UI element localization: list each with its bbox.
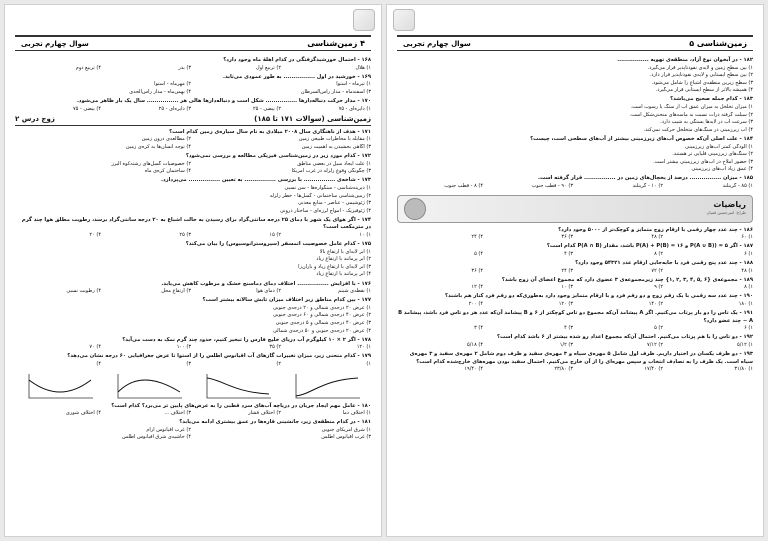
question: [15, 153, 371, 176]
answer-option[interactable]: ۴) ۵/۱۸: [467, 341, 483, 348]
answer-option[interactable]: ۲) ۳۵: [269, 344, 281, 351]
answer-option[interactable]: ۴) ۳۶: [471, 267, 483, 274]
answer-option[interactable]: ۳) ۱۲۰: [558, 300, 573, 307]
question-text: ۱۸۱ - در کدام منطقه‌ی زیر، جانشینی قاره‌ها در عمق بیشتری ادامه می‌یابد؟: [179, 419, 371, 426]
answer-option[interactable]: ۴) ۸ - قطب جنوب: [444, 183, 483, 189]
answer-option[interactable]: ۴) ۷۰: [89, 344, 101, 351]
chart-axes: [296, 374, 360, 398]
question-text: ۱۸۷ - اگر ۵ = (P(A ∪ B) و ۱۶ = P(A) + P(B) باشد، مقدار (P(A ∩ B کدام است؟: [546, 243, 753, 250]
question: [397, 310, 753, 333]
answer-option[interactable]: ۴) ۵: [474, 250, 483, 257]
publisher-logo: [393, 9, 415, 31]
question: [15, 217, 371, 240]
curve-options: [15, 372, 371, 400]
answer-option[interactable]: ۲) غرب اقیانوس آرام: [146, 426, 191, 433]
answer-options: [15, 288, 371, 296]
question-text: ۱۷۱ - هدف از ناهنگاری سال ۲۰۰۸ میلادی به نام سال سیاره‌ی زمین کدام است؟: [169, 128, 371, 135]
answer-option[interactable]: ۳) ۴: [564, 325, 573, 332]
question-text: ۱۷۳ - شاخه‌ی ................ با بررسی ................ به تعیین ................ می‌پردازد.: [161, 177, 371, 184]
question: [15, 74, 371, 97]
answer-option[interactable]: ۳) ۲۵: [179, 231, 191, 238]
answer-option[interactable]: ۲) ۵: [654, 325, 663, 332]
answer-option[interactable]: ۲) بیضی - ۲۵: [253, 105, 281, 112]
answer-option[interactable]: ۴) همیشه بالاتر از سطح ایستابی قرار می‌گیرد.: [655, 87, 753, 94]
answer-option[interactable]: ۳) ۲۳/۸۰: [554, 366, 573, 373]
answer-option[interactable]: ۱) ۸: [744, 284, 753, 291]
question: [15, 98, 371, 113]
answer-option[interactable]: ۲) ۷۲: [651, 267, 663, 274]
answer-option[interactable]: ۳) ابر لایه‌ای با ارتفاع زیاد و باران‌زا: [298, 263, 371, 270]
answer-option[interactable]: ۱) بین سطح زمین و لایه‌ی نفوذناپذیر قرار می‌گیرد.: [647, 64, 753, 71]
question: [15, 297, 371, 335]
answer-option[interactable]: ۴) عمق زیاد آب‌های زیرزمینی: [691, 166, 753, 173]
answer-option[interactable]: ۳) اسفندماه - مدار رأس‌السرطان: [300, 88, 371, 95]
answer-option[interactable]: ۳) ۱۰۰: [176, 344, 191, 351]
answer-option[interactable]: ۲) دمای هوا: [256, 288, 281, 295]
answer-option[interactable]: ۲) ابر پرمانند با ارتفاع زیاد: [316, 256, 371, 263]
answer-options: [397, 325, 753, 333]
question-text: ۱۹۰ - چند عدد سه رقمی با یک رقم زوج و دو رقم فرد و با ارقام متمایز وجود دارد به‌طوری‌که دو رقم فرد کنار هم باشند؟: [445, 293, 753, 300]
answer-option[interactable]: ۲) زمین‌شناسی ساختمانی - گسل‌ها - خطر زلزله: [269, 192, 371, 199]
question-text: ۱۷۴ - اگر هوای یک شهر با دمای ۲۵ درجه سانتی‌گراد برای رسیدن به حالت اشباع به ۲۰ درجه سانتی‌گراد برسد، رطوبت مطلق هوا چند گرم در مترمکعب است؟: [21, 216, 371, 231]
question: [15, 129, 371, 152]
question-text: ۱۶۸ - احتمال خورشیدگرفتگی در کدام اهلهٔ ماه وجود دارد؟: [223, 57, 371, 63]
answer-options: [15, 81, 371, 96]
answer-options: [397, 366, 753, 374]
curve-option-chart[interactable]: [25, 372, 95, 400]
answer-options: [15, 106, 371, 114]
answer-option[interactable]: ۲) ۱۷/۴۰: [644, 366, 663, 373]
answer-option[interactable]: ۱) دایره‌ای - ۷۵: [338, 105, 371, 112]
answer-option[interactable]: ۴) تربیع دوم: [75, 64, 101, 71]
answer-option[interactable]: ۳) اختلاف ...: [164, 410, 191, 417]
answer-option[interactable]: ۱) تیرماه - استوا: [336, 81, 371, 88]
answer-option[interactable]: ۳) ۹۰ - قطب جنوب: [531, 183, 573, 189]
question-text: ۱۸۶ - چند عدد چهار رقمی با ارقام زوج متمایز و کوچک‌تر از ۵۰۰۰ وجود دارد؟: [558, 226, 753, 233]
answer-option[interactable]: ۴) عرض ۲۰ درجه‌ی جنوبی و ۵۰ درجه‌ی شمالی: [272, 327, 371, 334]
answer-option[interactable]: ۲) مهرماه - استوا: [154, 81, 191, 88]
answer-option[interactable]: ۱) ۱۰: [359, 231, 371, 238]
answer-option[interactable]: ۱) مقابله با مخاطرات طبیعی زمین: [298, 136, 371, 143]
answer-option[interactable]: ۱) نقطه‌ی شبنم: [338, 288, 371, 295]
page-header: [15, 35, 371, 51]
answer-option[interactable]: ۴) توجه انسان‌ها به کره‌ی زمین: [125, 143, 191, 150]
answer-option[interactable]: ۳) ۴: [564, 250, 573, 257]
answer-option[interactable]: ۴) آب زیرزمینی در سنگ‌های متخلخل حرکت نمی‌کند.: [643, 126, 753, 133]
answer-options: [15, 410, 371, 418]
chart-curve: [296, 378, 358, 396]
question: [397, 334, 753, 349]
answer-option[interactable]: ۳) چگونگی وقوع زلزله در غرب آمریکا: [291, 168, 371, 175]
question: [15, 337, 371, 352]
question-text: ۱۸۳ - کدام جمله صحیح می‌باشد؟: [670, 96, 753, 103]
answer-option[interactable]: ۳) ۲۴: [561, 267, 573, 274]
answer-option[interactable]: ۴) ۲۰۰: [468, 300, 483, 307]
answer-option[interactable]: ۴) ۱۹/۴۰: [464, 366, 483, 373]
answer-options: [15, 136, 371, 151]
answer-option[interactable]: ۱) آلودگی کمتر آب‌های زیرزمینی: [685, 143, 753, 150]
question: [397, 175, 753, 190]
answer-options: [15, 249, 371, 279]
answer-option[interactable]: ۳) دایره‌ای - ۲۵: [158, 105, 191, 112]
answer-option[interactable]: ۴) ۲۴: [471, 234, 483, 241]
answer-option[interactable]: ۳) ژئوشیمی - عناصر - منابع معدنی: [298, 200, 371, 207]
answer-option[interactable]: ۲): [276, 360, 281, 367]
section-tag: زوج درس ۲: [15, 115, 55, 124]
answer-option[interactable]: ۲) مطالعه‌ی درون زمین: [141, 136, 191, 143]
answer-option[interactable]: ۳) حضور املاح در آب‌های زیرزمینی بیشتر است.: [653, 158, 753, 165]
question-text: ۱۹۱ - یک تاس را دو بار پرتاب می‌کنیم. اگر A پیشامد آن‌که مجموع دو تاس کوچکتر از ۶ و B پیشامد آن‌که عدد هر دو تاس فرد باشد، پیشامد B − A چند عضو دارد؟: [398, 310, 753, 324]
answer-option[interactable]: ۲) ۹: [654, 284, 663, 291]
answer-options: [397, 144, 753, 174]
header-exam: سوال چهارم تجربی: [21, 39, 89, 48]
question-text: ۱۸۹ - مجموعه‌ی {۶ ,۵ ,۴ ,۳ ,۲ ,۱} چند زیرمجموعه‌ی ۳ عضوی دارد که مجموع اعضای آن زوج باشد؟: [501, 276, 753, 283]
answer-options: [15, 232, 371, 240]
question: [15, 419, 371, 442]
question-text: ۱۷۰ - مدار حرکت دنباله‌دارها ................ شکل است و دنباله‌دارها هالی هر ................ سال یک بار ظاهر می‌شود.: [76, 97, 371, 104]
left-page: [4, 4, 382, 537]
question-text: ۱۷۷ - بین کدام مناطق زیر اختلاف میزان تابش سالانه بیشتر است؟: [202, 297, 371, 304]
answer-option[interactable]: ۴) ابر پرمانند با ارتفاع زیاد: [316, 271, 371, 278]
answer-option[interactable]: ۳) عرض ۴۰ درجه‌ی شمالی و ۵ درجه‌ی جنوبی: [275, 320, 371, 326]
answer-options: [15, 185, 371, 215]
answer-option[interactable]: ۱) علت ایجاد سیل در بعضی مناطق: [297, 160, 371, 167]
answer-option[interactable]: ۴) اختلاف شوری: [65, 410, 101, 417]
question: [397, 351, 753, 374]
header-subject: زمین‌شناسی ۵: [689, 39, 747, 48]
chart-curve: [118, 380, 180, 392]
curve-option-chart[interactable]: [114, 372, 184, 400]
answer-option[interactable]: ۳) غرب اقیانوس اطلس: [321, 434, 371, 441]
answer-option[interactable]: ۲) بین سطح ایستابی و لایه‌ی نفوذناپذیر قرار دارد.: [649, 72, 753, 79]
answer-option[interactable]: ۱) ابر لایه‌ای با ارتفاع بالا: [319, 248, 371, 255]
answer-options: [15, 344, 371, 352]
question: [15, 241, 371, 279]
answer-option[interactable]: ۲) سیلت گرفته ذرات نسبت به ماسه‌های منحنی‌شکل است.: [629, 111, 753, 118]
answer-option[interactable]: ۳) بدر: [178, 64, 191, 71]
answer-option[interactable]: ۱) ۵/۱۲: [737, 341, 753, 348]
answer-option[interactable]: ۴) ۲۰: [89, 231, 101, 238]
answer-options: [397, 251, 753, 259]
answer-options: [15, 427, 371, 442]
answer-options: [397, 301, 753, 309]
question-text: ۱۸۵ - میزان ................ درصد از یخچال‌های زمین در ................ قرار گرفته است.: [537, 175, 753, 182]
answer-option[interactable]: ۲) ۴۸: [651, 234, 663, 241]
answer-option[interactable]: ۳) سطح زیرین منطقه‌ی اشباع را شامل می‌شود.: [651, 79, 753, 86]
question: [15, 281, 371, 296]
chart-curve: [29, 380, 91, 392]
answer-option[interactable]: ۴) ژئوفیزیک - امواج لرزه‌ای - ساختار درونی: [279, 207, 371, 214]
question: [15, 57, 371, 72]
chart-axes: [207, 374, 271, 398]
answer-option[interactable]: ۱) ۳۱/۸۰: [734, 366, 753, 373]
question: [397, 96, 753, 134]
header-subject: ۴ زمین‌شناسی: [307, 39, 365, 48]
question: [397, 136, 753, 174]
answer-option[interactable]: ۲) ۱۴۰: [648, 300, 663, 307]
answer-option[interactable]: ۳) ۳۶: [561, 234, 573, 241]
answer-option[interactable]: ۱) ۶۰: [741, 234, 753, 241]
question: [397, 57, 753, 95]
question-text: ۱۹۲ - دو تاس را با هم پرتاب می‌کنیم. احتمال آن‌که مجموع اعداد رو شده بیشتر از ۶ باشد کدام است؟: [497, 334, 753, 341]
math-banner-designer: طراح: امیرحسین قمیان: [706, 209, 746, 215]
answer-option[interactable]: ۴) رطوبت نسبی: [66, 288, 101, 295]
answer-options: [397, 284, 753, 292]
section-title-text: زمین‌شناسی (سوالات ۱۷۱ تا ۱۸۵): [254, 115, 371, 124]
answer-options: [397, 104, 753, 134]
answer-option[interactable]: ۲) ۷/۱۲: [647, 341, 663, 348]
right-page: [386, 4, 764, 537]
question-text: ۱۷۹ - کدام منحنی زیر، میزان تغییرات گازهای آب اقیانوس اطلس را از استوا تا عرض جغرافیایی ۶۰ درجه نشان می‌دهد؟: [67, 353, 371, 360]
answer-option[interactable]: ۴) ۳: [474, 325, 483, 332]
answer-option[interactable]: ۱) ۶: [744, 325, 753, 332]
question-text: ۱۹۳ - دو ظرف یکسان در اختیار داریم. ظرف اول شامل ۵ مهره‌ی سیاه و ۳ مهره‌ی سفید و ظرف دوم شامل ۲ مهره‌ی سفید و ۳ مهره‌ی سیاه است. یک ظرف را به تصادف انتخاب و سپس مهره‌ای را از آن خارج می‌کنیم. احتمال سفید بودن مهره‌های خارج‌شده کدام است؟: [409, 351, 753, 365]
answer-option[interactable]: ۴) حاشیه‌ی شرق اقیانوس اطلس: [121, 434, 191, 441]
answer-option[interactable]: ۱) ۶: [744, 250, 753, 257]
answer-option[interactable]: ۳) ۱۰: [561, 284, 573, 291]
left-content: [15, 57, 371, 530]
answer-option[interactable]: ۲) ۱۵: [269, 231, 281, 238]
answer-option[interactable]: ۲) اختلاف فشار: [248, 410, 281, 417]
answer-options: [397, 342, 753, 350]
question-text: ۱۸۴ - علت اصلی آن‌که خصوص آب‌های زیرزمینی بیشتر از آب‌های سطحی است، چیست؟: [530, 135, 753, 142]
question-text: ۱۸۸ - چند عدد پنج رقمی فرد با جابه‌جایی ارقام عدد ۵۴۳۲۱ وجود دارد؟: [575, 259, 753, 266]
question-text: ۱۸۲ - در آبخوان نوع آزاد، منطقه‌ی تهویه ................: [617, 57, 753, 63]
answer-option[interactable]: ۱) عرض ۲۰ درجه‌ی شمالی و ۲۰ درجه‌ی جنوبی: [272, 304, 371, 311]
math-section-banner: [397, 195, 753, 223]
curve-option-chart[interactable]: [203, 372, 273, 400]
section-title: [15, 116, 371, 126]
answer-option[interactable]: ۳): [186, 360, 191, 367]
question-text: ۱۷۶ - با افزایش ................ اختلاف دمای دماسنج خشک و مرطوب کاهش می‌یابد.: [161, 280, 371, 287]
math-banner-title: ریاضیات: [713, 200, 746, 209]
answer-option[interactable]: ۱) شرق آمریکای جنوبی: [321, 426, 371, 433]
answer-option[interactable]: ۲) سنگ‌های زیرزمینی قلیایی تر هستند.: [672, 151, 753, 158]
answer-option[interactable]: ۱) ۱۲۰: [356, 344, 371, 351]
answer-options: [15, 361, 371, 369]
answer-option[interactable]: ۴): [96, 360, 101, 367]
answer-option[interactable]: ۱): [366, 360, 371, 367]
answer-option[interactable]: ۱) ۱۸۰: [738, 300, 753, 307]
question: [15, 353, 371, 368]
answer-options: [397, 183, 753, 191]
question: [397, 260, 753, 275]
answer-option[interactable]: ۳) آگاهی بخشیدن به اهمیت زمین: [301, 143, 371, 150]
answer-option[interactable]: ۳) سرعت آب در لایه‌ها بستگی به شیب دارد.: [660, 119, 753, 126]
answer-option[interactable]: ۲) عرض ۴۰ درجه‌ی شمالی و ۶۰ درجه‌ی جنوبی: [272, 312, 371, 319]
answer-option[interactable]: ۱) دیرینه‌شناسی - سنگواره‌ها - سن نسبی: [284, 184, 371, 191]
header-exam: سوال چهارم تجربی: [403, 39, 471, 48]
answer-option[interactable]: ۱) هلال: [355, 64, 371, 71]
question-text: ۱۷۸ - اگر ۲ × ۱۰ کیلوگرم آب دریای خلیج فارس را تبخیر کنیم، حدود چند گرم نمک به دست می‌آید؟: [122, 336, 371, 343]
question: [397, 243, 753, 258]
answer-options: [397, 65, 753, 95]
question: [15, 177, 371, 215]
answer-option[interactable]: ۱) میزان تخلخل به میزان عمق آب از سنگ یا رسوب است.: [630, 104, 753, 111]
answer-option[interactable]: ۴) ساختمان کره‌ی ماه: [144, 168, 191, 175]
math-banner-text: [706, 201, 746, 216]
answer-option[interactable]: ۱) ۸۵ - گرینلند: [722, 183, 753, 189]
answer-options: [397, 268, 753, 276]
curve-option-chart[interactable]: [292, 372, 362, 400]
publisher-logo: [353, 9, 375, 31]
answer-option[interactable]: ۱) ۴۸: [741, 267, 753, 274]
answer-options: [15, 65, 371, 73]
answer-options: [15, 161, 371, 176]
question: [15, 403, 371, 418]
question-text: ۱۸۰ - عامل مهم ایجاد جریان در دریاچه آب‌های سرد قطبی را به عرض‌های پایین تر می‌برد؟ کدام است؟: [111, 402, 371, 409]
question: [397, 277, 753, 292]
designer-avatar: [404, 198, 426, 220]
answer-option[interactable]: ۳) ۱/۲: [559, 341, 573, 348]
page-header: [397, 35, 753, 51]
answer-option[interactable]: ۳) ارتفاع محل: [161, 288, 191, 295]
answer-option[interactable]: ۲) ۱۰ - گرینلند: [632, 183, 663, 189]
question: [397, 293, 753, 308]
answer-option[interactable]: ۴) ۱۲: [471, 284, 483, 291]
question: [397, 227, 753, 242]
answer-option[interactable]: ۲) ۸: [654, 250, 663, 257]
question-text: ۱۷۵ - کدام عامل خصوصیت اتمسفر (سیروسترانوسیوس) را بیان می‌کند؟: [185, 241, 371, 248]
question-text: ۱۷۲ - کدام مورد زیر در زمین‌شناسی فیزیکی مطالعه و بررسی نمی‌شود؟: [185, 153, 371, 160]
answer-option[interactable]: ۲) تربیع اول: [256, 64, 281, 71]
right-content: [397, 57, 753, 530]
question-text: ۱۶۹ - خورشید در اول ................ به طور عمودی می‌تابد.: [223, 73, 371, 80]
answer-option[interactable]: ۴) بهمن‌ماه - مدار رأس‌الجدی: [129, 88, 191, 95]
answer-options: [397, 234, 753, 242]
chart-curve: [207, 378, 269, 394]
chart-axes: [118, 374, 182, 398]
answer-option[interactable]: ۲) خصوصیات گسل‌های رشته‌کوه البرز: [111, 160, 191, 167]
answer-option[interactable]: ۴) بیضی - ۷۵: [73, 105, 101, 112]
answer-option[interactable]: ۱) اختلاف دما: [342, 410, 371, 417]
answer-options: [15, 305, 371, 335]
